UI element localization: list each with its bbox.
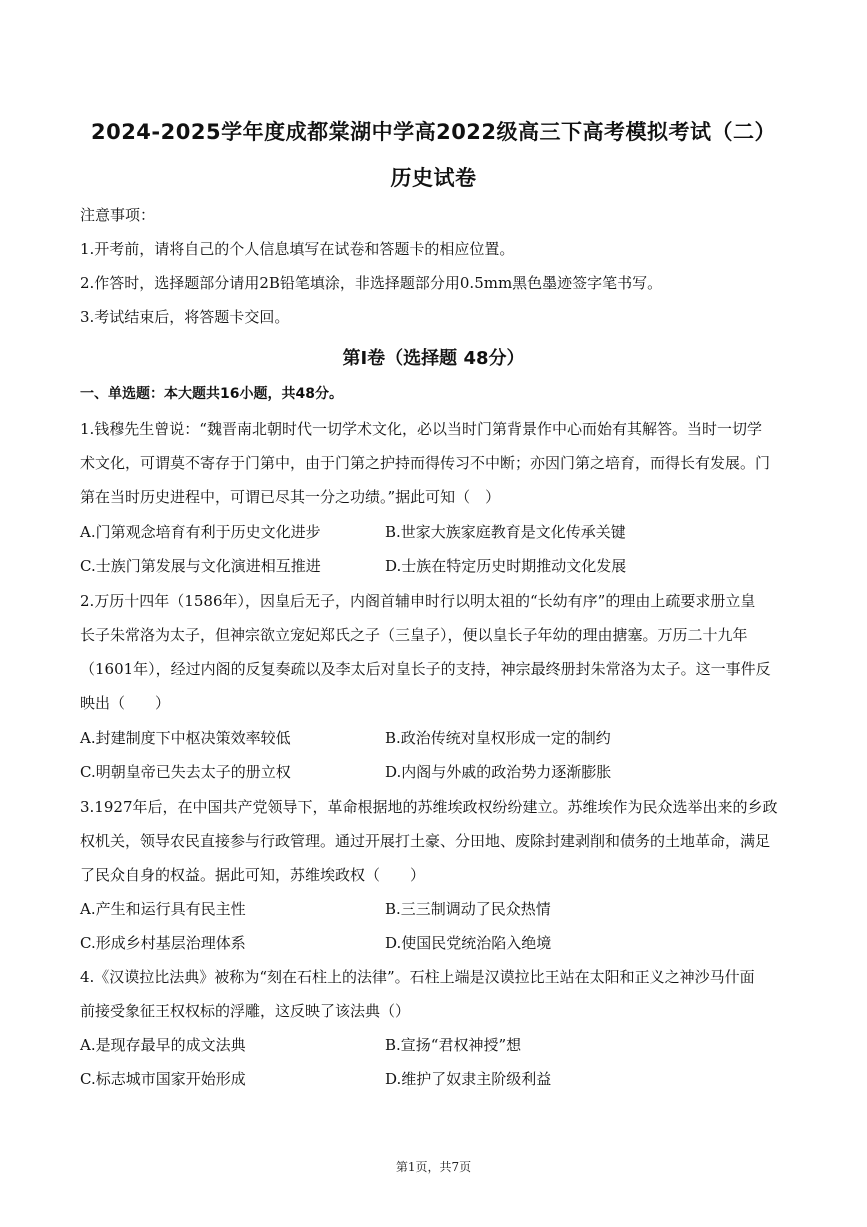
notice-item: 2.作答时，选择题部分请用2B铅笔填涂，非选择题部分用0.5mm黑色墨迹签字笔书写。 <box>80 274 663 292</box>
notice-item: 3.考试结束后，将答题卡交回。 <box>80 308 290 326</box>
page-footer: 第1页，共7页 <box>395 1160 472 1174</box>
question-2-line: 2.万历十四年（1586年），因皇后无子，内阁首辅申时行以明太祖的“长幼有序”的理由上疏要求册立皇 <box>80 592 756 610</box>
question-3-line: 3.1927年后，在中国共产党领导下，革命根据地的苏维埃政权纷纷建立。苏维埃作为民众选举出来的乡政 <box>80 798 778 816</box>
question-3-line: 权机关，领导农民直接参与行政管理。通过开展打土豪、分田地、废除封建剥削和债务的土地革命，满足 <box>80 832 771 850</box>
question-3-option-b: B.三三制调动了民众热情 <box>385 900 551 918</box>
question-4-line: 4.《汉谟拉比法典》被称为“刻在石柱上的法律”。石柱上端是汉谟拉比王站在太阳和正义之神沙马什面 <box>80 968 755 986</box>
question-4-option-a: A.是现存最早的成文法典 <box>80 1036 246 1054</box>
section-title: 第Ⅰ卷（选择题 48分） <box>342 348 525 369</box>
part-heading: 一、单选题：本大题共16小题，共48分。 <box>80 386 343 402</box>
exam-subject: 历史试卷 <box>390 166 477 190</box>
question-2-option-b: B.政治传统对皇权形成一定的制约 <box>385 729 611 747</box>
question-3-option-d: D.使国民党统治陷入绝境 <box>385 934 552 952</box>
question-3-option-a: A.产生和运行具有民主性 <box>80 900 246 918</box>
question-2-line: （1601年），经过内阁的反复奏疏以及李太后对皇长子的支持，神宗最终册封朱常洛为太子。这一事件反 <box>80 660 771 678</box>
question-1-option-c: C.士族门第发展与文化演进相互推进 <box>80 557 321 575</box>
question-1-option-a: A.门第观念培育有利于历史文化进步 <box>80 523 321 541</box>
question-1-line: 第在当时历史进程中，可谓已尽其一分之功绩。”据此可知（ ） <box>80 488 501 506</box>
question-4-option-b: B.宣扬“君权神授”想 <box>385 1036 522 1054</box>
question-2-line: 映出（ ） <box>80 694 171 712</box>
question-2-option-d: D.内阁与外戚的政治势力逐渐膨胀 <box>385 763 612 781</box>
question-4-option-c: C.标志城市国家开始形成 <box>80 1070 246 1088</box>
question-1-option-b: B.世家大族家庭教育是文化传承关键 <box>385 523 626 541</box>
question-2-option-c: C.明朝皇帝已失去太子的册立权 <box>80 763 291 781</box>
question-3-option-c: C.形成乡村基层治理体系 <box>80 934 246 952</box>
notice-item: 1.开考前，请将自己的个人信息填写在试卷和答题卡的相应位置。 <box>80 240 515 258</box>
question-1-line: 术文化，可谓莫不寄存于门第中，由于门第之护持而得传习不中断；亦因门第之培育，而得长有发展。门 <box>80 454 771 472</box>
question-4-line: 前接受象征王权权标的浮雕，这反映了该法典（） <box>80 1002 411 1020</box>
question-1-option-d: D.士族在特定历史时期推动文化发展 <box>385 557 627 575</box>
notice-heading: 注意事项： <box>80 206 156 224</box>
question-3-line: 了民众自身的权益。据此可知，苏维埃政权（ ） <box>80 866 426 884</box>
question-4-option-d: D.维护了奴隶主阶级利益 <box>385 1070 552 1088</box>
question-2-line: 长子朱常洛为太子，但神宗欲立宠妃郑氏之子（三皇子），便以皇长子年幼的理由搪塞。万历二十九年 <box>80 626 748 644</box>
question-1-line: 1.钱穆先生曾说：“魏晋南北朝时代一切学术文化，必以当时门第背景作中心而始有其解答。当时一切学 <box>80 420 762 438</box>
question-2-option-a: A.封建制度下中枢决策效率较低 <box>80 729 291 747</box>
exam-title: 2024-2025学年度成都棠湖中学高2022级高三下高考模拟考试（二） <box>90 120 777 144</box>
